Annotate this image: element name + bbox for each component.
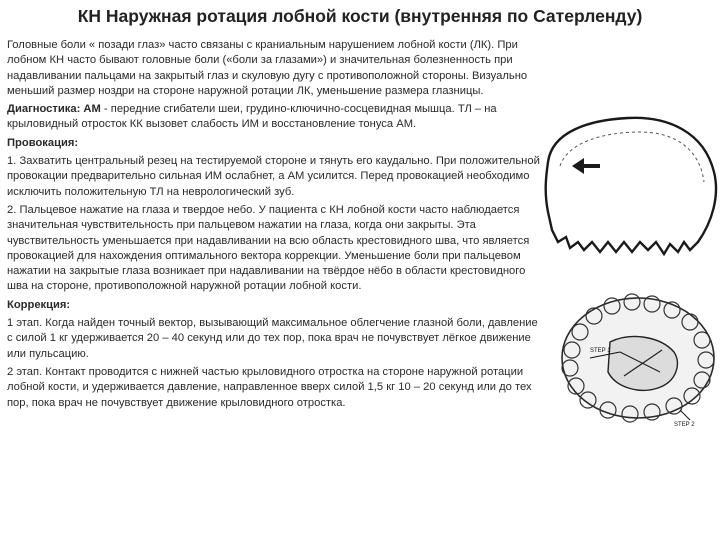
intro-paragraph: Головные боли « позади глаз» часто связаны с краниальным нарушением лобной кости (ЛК). При лобном КН часто бывают головные боли («боли за глазами») и значительная болезненность при надавливании пальцами на закрытый глаз и скуловую дугу с противоположной стороны. Визуально меньший размер ноздри на стороне наружной ротации ЛК, уменьшение размера глазницы. xyxy=(7,39,528,97)
step-1-label: STEP 1 xyxy=(590,348,611,354)
page-title: КН Наружная ротация лобной кости (внутренняя по Сатерленду) xyxy=(77,6,643,26)
diagnostics-paragraph xyxy=(7,102,543,133)
skull-vault-illustration xyxy=(508,92,720,272)
step-2-label: STEP 2 xyxy=(674,422,695,428)
provocation-step-2: 2. Пальцевое нажатие на глаза и твердое небо. У пациента с КН лобной кости часто наблюдается значительная чувствительность при пальцевом нажатии на глаза, когда они закрыты. Эта чувствительность уменьшается при надавливании на всю область крестовидного шва, что является провокацией для нахождения оптимального вектора коррекции. Уменьшение боли при пальцевом нажатии на закрытые глаза возникает при надавливании на твёрдое нёбо в области крестовидного шва на стороне, противоположной наружной ротации лобной кости. xyxy=(7,203,530,293)
document-body xyxy=(7,38,543,414)
palate-illustration xyxy=(550,292,720,432)
correction-stage-2: 2 этап. Контакт проводится с нижней частью крыловидного отростка на стороне наружной ротации лобной кости, и удерживается давление, направленное вверх силой 1,5 кг 10 – 20 секунд или до тех пор, пока врач не почувствует движение крыловидного отростка. xyxy=(7,365,532,409)
diagnostics-label: Диагностика: АМ xyxy=(7,103,101,116)
provocation-step-1: 1. Захватить центральный резец на тестируемой стороне и тянуть его каудально. При положительной провокации предварительно сильная ИМ ослабнет, а АМ усилится. Перед провокацией необходимо исключить положительную ТЛ на неврологический зуб. xyxy=(7,155,540,198)
correction-heading: Коррекция: xyxy=(7,298,71,311)
diagnostics-text: - передние сгибатели шеи, грудино-ключично-сосцевидная мышца. ТЛ – на крыловидный отросток КК вызовет слабость ИМ и восстановление тонуса АМ. xyxy=(7,103,497,131)
provocation-heading: Провокация: xyxy=(7,136,79,149)
correction-stage-1: 1 этап. Когда найден точный вектор, вызывающий максимальное облегчение глазной боли, давление с силой 1 кг удерживается 20 – 40 секунд или до тех пор, пока врач не почувствует лёгкое движение или пульсацию. xyxy=(7,317,538,360)
